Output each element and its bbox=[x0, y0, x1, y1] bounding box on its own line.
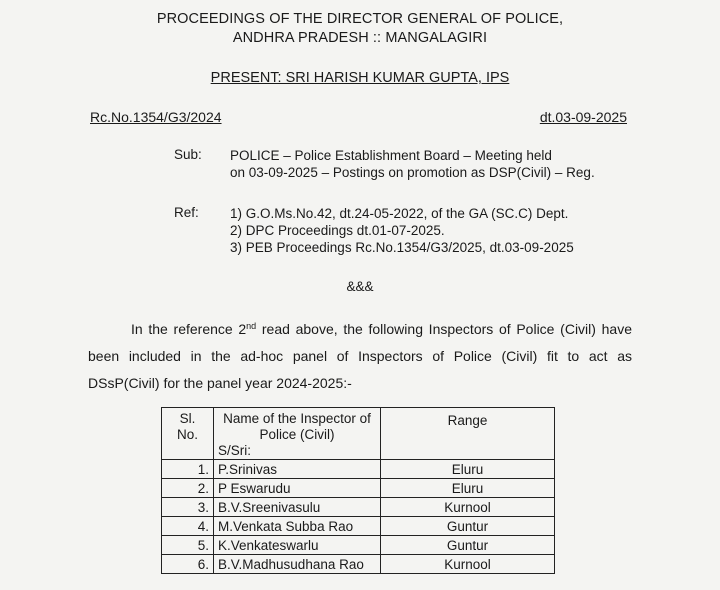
paragraph-line-3: DSsP(Civil) for the panel year 2024-2025:- bbox=[88, 375, 352, 391]
row-name: P.Srinivas bbox=[214, 460, 381, 479]
reference-item: 3) PEB Proceedings Rc.No.1354/G3/2025, dt.03-09-2025 bbox=[230, 240, 574, 255]
paragraph-line-1-start: In the reference 2 bbox=[131, 321, 247, 337]
row-range: Eluru bbox=[381, 479, 555, 498]
table-header-row bbox=[162, 408, 555, 460]
subject-text bbox=[230, 147, 595, 181]
separator: &&& bbox=[346, 279, 374, 294]
header-no-text: No. bbox=[176, 427, 198, 442]
ordinal-suffix: nd bbox=[246, 321, 257, 331]
table-row bbox=[162, 460, 555, 479]
row-sl: 4. bbox=[162, 517, 214, 536]
present-text: PRESENT: SRI HARISH KUMAR GUPTA, IPS bbox=[210, 70, 510, 86]
table-row bbox=[162, 498, 555, 517]
table-row bbox=[162, 555, 555, 574]
paragraph-line-2: been included in the ad-hoc panel of Inspectors of Police (Civil) fit to act as bbox=[88, 348, 632, 364]
header-line-2: ANDHRA PRADESH :: MANGALAGIRI bbox=[232, 30, 488, 46]
header-name-line-3: S/Sri: bbox=[218, 443, 252, 458]
references-list bbox=[230, 205, 574, 256]
paragraph-line-1 bbox=[88, 316, 632, 343]
subject-line-2: on 03-09-2025 – Postings on promotion as DSP(Civil) – Reg. bbox=[230, 165, 595, 180]
header-line-1: PROCEEDINGS OF THE DIRECTOR GENERAL OF POLICE, bbox=[156, 11, 564, 27]
row-sl: 5. bbox=[162, 536, 214, 555]
row-range: Kurnool bbox=[381, 498, 555, 517]
header-name-line-2: Police (Civil) bbox=[259, 427, 335, 442]
table-row bbox=[162, 479, 555, 498]
subject-label: Sub: bbox=[174, 147, 202, 162]
header-name-line-1: Name of the Inspector of bbox=[223, 411, 371, 426]
row-sl: 1. bbox=[162, 460, 214, 479]
proceedings-date: dt.03-09-2025 bbox=[539, 109, 627, 125]
paragraph-line-1-end: read above, the following Inspectors of Police (Civil) have bbox=[256, 321, 632, 337]
row-name: K.Venkateswarlu bbox=[214, 536, 381, 555]
row-name: B.V.Madhusudhana Rao bbox=[214, 555, 381, 574]
inspectors-table bbox=[161, 407, 555, 574]
row-sl: 2. bbox=[162, 479, 214, 498]
row-range: Kurnool bbox=[381, 555, 555, 574]
row-name: M.Venkata Subba Rao bbox=[214, 517, 381, 536]
row-sl: 3. bbox=[162, 498, 214, 517]
header-sl-no bbox=[162, 408, 214, 460]
row-sl: 6. bbox=[162, 555, 214, 574]
row-range: Guntur bbox=[381, 517, 555, 536]
table-row bbox=[162, 517, 555, 536]
row-name: P Eswarudu bbox=[214, 479, 381, 498]
header-sl-text: Sl. bbox=[179, 411, 196, 426]
subject-line-1: POLICE – Police Establishment Board – Meeting held bbox=[230, 148, 552, 163]
row-range: Eluru bbox=[381, 460, 555, 479]
row-range: Guntur bbox=[381, 536, 555, 555]
reference-item: 1) G.O.Ms.No.42, dt.24-05-2022, of the GA (SC.C) Dept. bbox=[230, 206, 569, 221]
body-paragraph bbox=[88, 316, 632, 397]
row-name: B.V.Sreenivasulu bbox=[214, 498, 381, 517]
references-label: Ref: bbox=[174, 205, 199, 220]
reference-number: Rc.No.1354/G3/2024 bbox=[90, 109, 222, 125]
header-range: Range bbox=[381, 408, 555, 460]
present-line bbox=[0, 70, 720, 86]
header-name bbox=[214, 408, 381, 460]
reference-item: 2) DPC Proceedings dt.01-07-2025. bbox=[230, 223, 445, 238]
table-row bbox=[162, 536, 555, 555]
